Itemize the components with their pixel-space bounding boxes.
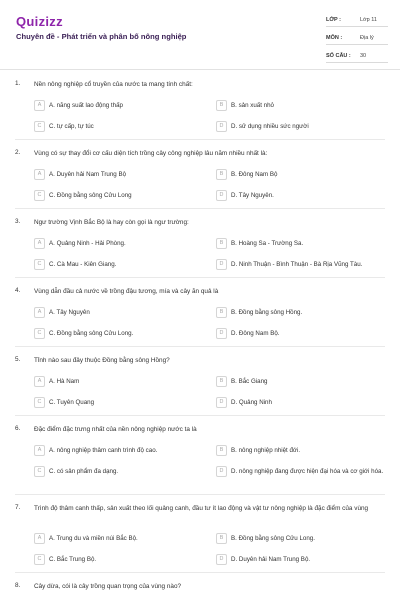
meta-label: LỚP : — [326, 17, 341, 23]
meta-value: Lớp 11 — [360, 17, 377, 23]
option-letter-box: C — [34, 466, 45, 477]
option-text: B. nông nghiệp nhiệt đới. — [231, 447, 301, 454]
question-text: Trình độ thâm canh thấp, sản xuất theo lối quảng canh, đầu tư ít lao động và vật tư nông nghiệp là đặc điểm của vùng — [34, 505, 369, 512]
option-text: B. Đồng bằng sông Cửu Long. — [231, 535, 315, 542]
question-number: 7. — [15, 504, 21, 511]
option-letter-box: A — [34, 533, 45, 544]
question-divider — [15, 277, 385, 278]
question-number: 1. — [15, 80, 21, 87]
option-letter-box: C — [34, 397, 45, 408]
option-text: C. Tuyên Quang — [49, 399, 95, 406]
option-text: C. tự cấp, tự túc — [49, 123, 94, 130]
option-letter-box: A — [34, 376, 45, 387]
option-letter-box: C — [34, 259, 45, 270]
question-text: Vùng có sự thay đổi cơ cấu diện tích trồng cây công nghiệp lâu năm nhiều nhất là: — [34, 150, 268, 157]
option-letter-box: D — [216, 554, 227, 565]
option-letter-box: B — [216, 307, 227, 318]
option-text: D. Ninh Thuận - Bình Thuận - Bà Rịa Vũng Tàu. — [231, 261, 363, 268]
option-letter-box: B — [216, 238, 227, 249]
option-letter-box: A — [34, 169, 45, 180]
question-text: Đặc điểm đặc trưng nhất của nền nông nghiệp nước ta là — [34, 426, 197, 433]
question-divider — [15, 208, 385, 209]
question-divider — [15, 346, 385, 347]
option-text: A. Duyên hải Nam Trung Bộ — [49, 171, 127, 178]
option-text: B. Đồng bằng sông Hồng. — [231, 309, 303, 316]
option-text: B. sản xuất nhỏ — [231, 102, 274, 109]
option-text: D. Tây Nguyên. — [231, 192, 274, 199]
option-text: A. Tây Nguyên — [49, 309, 90, 316]
option-text: C. Bắc Trung Bộ. — [49, 556, 97, 563]
question-divider — [15, 494, 385, 495]
option-text: B. Bắc Giang — [231, 378, 268, 385]
question-text: Cây dừa, cói là cây trồng quan trọng của vùng nào? — [34, 583, 182, 590]
option-letter-box: D — [216, 466, 227, 477]
option-letter-box: D — [216, 397, 227, 408]
option-letter-box: A — [34, 445, 45, 456]
option-letter-box: D — [216, 121, 227, 132]
option-letter-box: C — [34, 328, 45, 339]
quizizz-logo: Quizizz — [16, 14, 63, 29]
question-text: Tỉnh nào sau đây thuộc Đồng bằng sông Hồng? — [34, 357, 170, 364]
option-letter-box: C — [34, 121, 45, 132]
question-divider — [15, 415, 385, 416]
option-text: D. nông nghiệp đang được hiện đại hóa và cơ giới hóa. — [231, 468, 384, 475]
option-text: A. năng suất lao động thấp — [49, 102, 123, 109]
option-text: D. Duyên hải Nam Trung Bộ. — [231, 556, 311, 563]
question-number: 3. — [15, 218, 21, 225]
option-text: B. Hoàng Sa - Trường Sa. — [231, 240, 304, 247]
option-letter-box: B — [216, 169, 227, 180]
question-number: 8. — [15, 582, 21, 589]
option-letter-box: D — [216, 259, 227, 270]
question-number: 4. — [15, 287, 21, 294]
option-text: D. Quảng Ninh — [231, 399, 272, 406]
question-number: 5. — [15, 356, 21, 363]
option-text: C. Đồng bằng sông Cửu Long — [49, 192, 132, 199]
option-letter-box: A — [34, 238, 45, 249]
page-title: Chuyên đề - Phát triển và phân bố nông nghiệp — [16, 32, 187, 41]
option-letter-box: B — [216, 376, 227, 387]
question-number: 6. — [15, 425, 21, 432]
option-letter-box: D — [216, 328, 227, 339]
meta-label: SỐ CÂU : — [326, 53, 351, 59]
option-text: D. sử dụng nhiều sức người — [231, 123, 309, 130]
question-divider — [15, 572, 385, 573]
question-number: 2. — [15, 149, 21, 156]
question-text: Nền nông nghiệp cổ truyền của nước ta mang tính chất: — [34, 81, 193, 88]
option-text: B. Đông Nam Bộ — [231, 171, 278, 178]
option-letter-box: B — [216, 100, 227, 111]
option-text: D. Đông Nam Bộ. — [231, 330, 280, 337]
option-text: C. có sản phẩm đa dạng. — [49, 468, 119, 475]
option-text: A. nông nghiệp thâm canh trình độ cao. — [49, 447, 158, 454]
option-text: A. Quảng Ninh - Hải Phòng. — [49, 240, 126, 247]
option-text: A. Hà Nam — [49, 378, 80, 385]
option-letter-box: B — [216, 445, 227, 456]
option-letter-box: C — [34, 554, 45, 565]
option-letter-box: D — [216, 190, 227, 201]
question-text: Vùng dẫn đầu cả nước về trồng đậu tương, mía và cây ăn quả là — [34, 288, 219, 295]
option-text: C. Đồng bằng sông Cửu Long. — [49, 330, 134, 337]
option-letter-box: C — [34, 190, 45, 201]
meta-value: Địa lý — [360, 35, 374, 41]
question-text: Ngư trường Vịnh Bắc Bộ là hay còn gọi là ngư trường: — [34, 219, 189, 226]
option-letter-box: A — [34, 307, 45, 318]
meta-value: 30 — [360, 53, 367, 59]
option-letter-box: A — [34, 100, 45, 111]
option-letter-box: B — [216, 533, 227, 544]
meta-label: MÔN : — [326, 35, 343, 41]
question-divider — [15, 139, 385, 140]
option-text: C. Cà Mau - Kiên Giang. — [49, 261, 117, 268]
option-text: A. Trung du và miền núi Bắc Bộ. — [49, 535, 138, 542]
